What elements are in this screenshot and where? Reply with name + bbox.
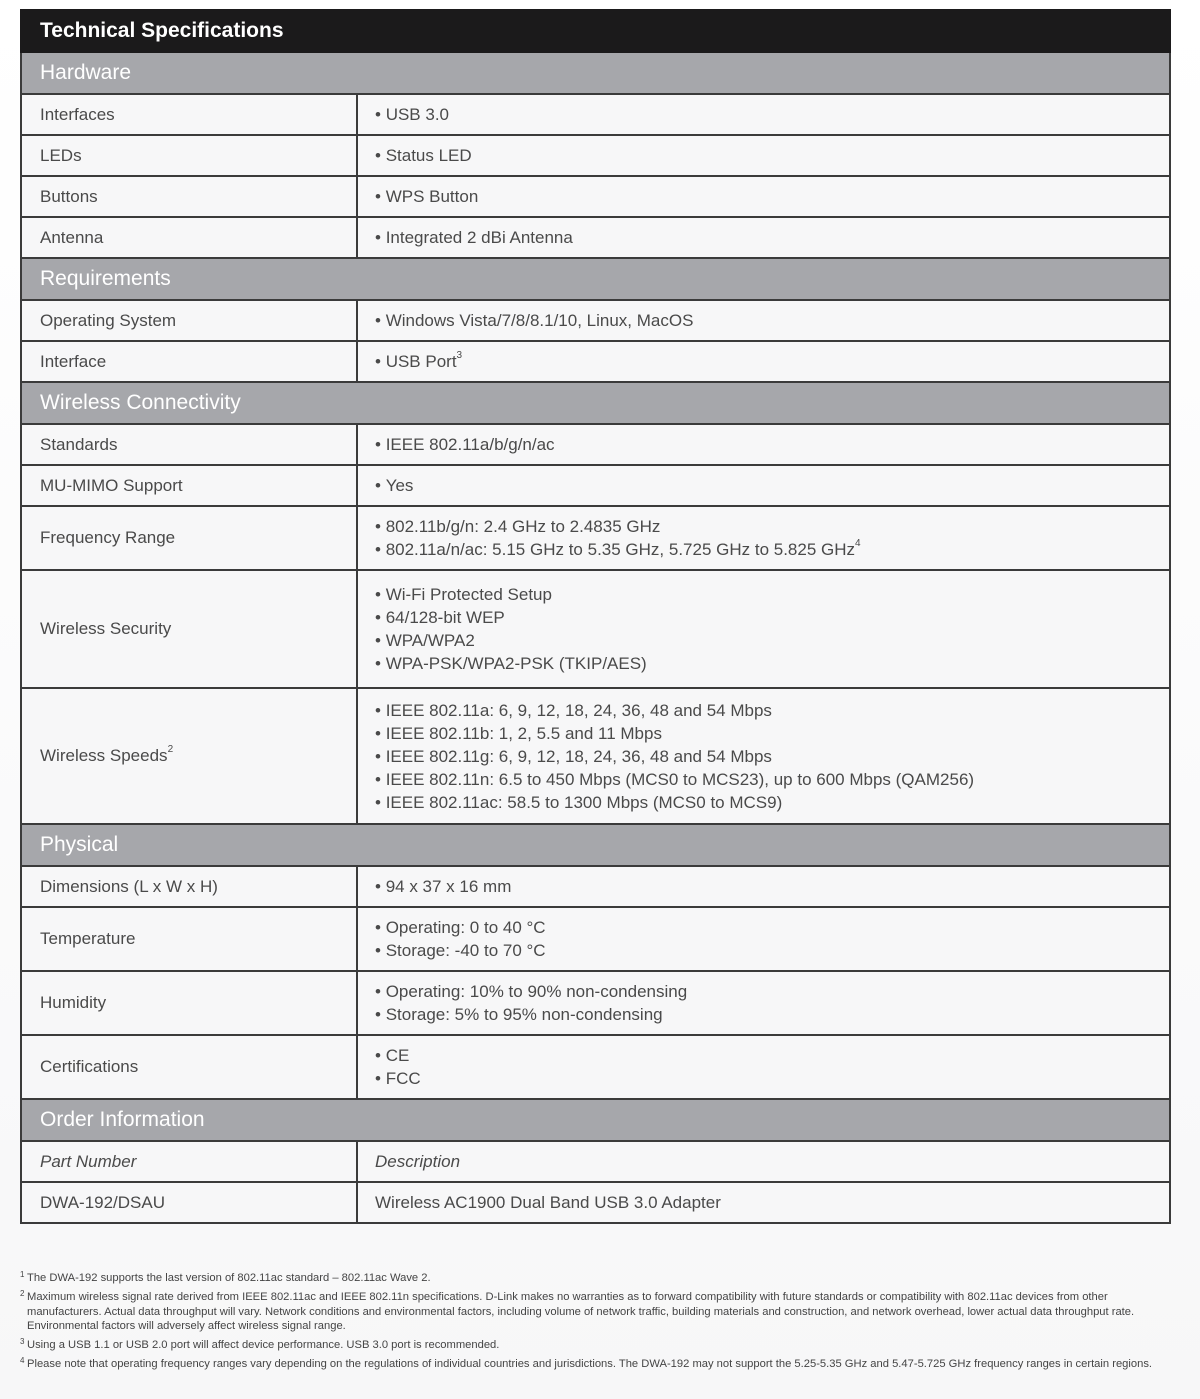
section-row-hardware	[21, 52, 1170, 94]
section-heading-wireless: Wireless Connectivity	[21, 382, 1170, 424]
spec-label-cell	[21, 971, 357, 1035]
spec-label-cell	[21, 217, 357, 258]
order-header-row	[21, 1141, 1170, 1182]
spec-value-text: IEEE 802.11a: 6, 9, 12, 18, 24, 36, 48 and 54 Mbps	[385, 700, 772, 720]
spec-row	[21, 465, 1170, 506]
section-row-wireless	[21, 382, 1170, 424]
section-row-physical	[21, 824, 1170, 866]
footnote	[20, 1290, 1175, 1334]
footnote-text: The DWA-192 supports the last version of 802.11ac standard – 802.11ac Wave 2.	[27, 1272, 431, 1284]
footnote-ref: 4	[855, 538, 861, 550]
spec-value-line	[375, 226, 1169, 249]
spec-label-cell	[21, 506, 357, 570]
spec-value-line	[375, 791, 1169, 814]
spec-value-text: IEEE 802.11a/b/g/n/ac	[385, 435, 555, 454]
footnotes	[20, 1271, 1175, 1376]
spec-value-line	[375, 538, 1169, 561]
footnote-ref: 3	[456, 350, 463, 362]
spec-value-cell	[357, 971, 1170, 1035]
spec-value-line	[375, 916, 1169, 939]
spec-label-cell	[21, 688, 357, 824]
spec-value-text: 802.11b/g/n: 2.4 GHz to 2.4835 GHz	[385, 517, 661, 536]
spec-row	[21, 688, 1170, 824]
spec-value-line	[375, 1044, 1169, 1067]
footnote-number: 1	[20, 1270, 25, 1279]
spec-value-text: CE	[385, 1046, 410, 1065]
spec-value-line	[375, 606, 1169, 629]
section-heading-hardware: Hardware	[21, 52, 1170, 94]
spec-value-text: 64/128-bit WEP	[385, 608, 505, 627]
spec-label: Frequency Range	[40, 528, 176, 547]
spec-value-text: Yes	[385, 476, 414, 495]
spec-value-line	[375, 875, 1169, 898]
spec-value-cell	[357, 300, 1170, 341]
spec-label: Wireless Security	[40, 619, 172, 638]
spec-label-cell	[21, 341, 357, 382]
spec-value-cell	[357, 217, 1170, 258]
spec-value-text: FCC	[385, 1069, 421, 1088]
spec-label: Temperature	[40, 929, 136, 948]
spec-value-text: Windows Vista/7/8/8.1/10, Linux, MacOS	[385, 311, 694, 330]
spec-value-text: Storage: -40 to 70 °C	[385, 941, 546, 960]
spec-row	[21, 506, 1170, 570]
spec-value-line	[375, 583, 1169, 606]
footnote-number: 2	[20, 1288, 25, 1298]
spec-value-cell	[357, 176, 1170, 217]
spec-value-text: IEEE 802.11ac: 58.5 to 1300 Mbps (MCS0 to MCS9)	[385, 792, 783, 812]
spec-value-cell	[357, 688, 1170, 824]
spec-table	[20, 9, 1171, 1224]
order-col-part: Part Number	[21, 1141, 357, 1182]
spec-value-line	[375, 939, 1169, 962]
spec-label: Interface	[40, 351, 107, 371]
spec-value-cell	[357, 506, 1170, 570]
spec-value-line	[375, 745, 1169, 768]
spec-label-cell	[21, 424, 357, 465]
spec-label-cell	[21, 570, 357, 688]
part-number: DWA-192/DSAU	[21, 1182, 357, 1223]
spec-value-line	[375, 309, 1169, 332]
spec-label: LEDs	[40, 145, 82, 165]
spec-value-text: WPS Button	[385, 187, 479, 206]
spec-row	[21, 94, 1170, 135]
spec-value-text: Integrated 2 dBi Antenna	[385, 228, 573, 247]
section-row-requirements	[21, 258, 1170, 300]
spec-value-cell	[357, 465, 1170, 506]
spec-value-line	[375, 103, 1169, 126]
spec-value-cell	[357, 907, 1170, 971]
spec-row	[21, 341, 1170, 382]
footnote-text: Maximum wireless signal rate derived from IEEE 802.11ac and IEEE 802.11n specifications. D-Link makes no warranties as to forward compatibility with future standards or compatibility with 802.11ac devices from other manufacturers. Actual data throughput will vary. Network conditions and environmental factors, including volume of network traffic, building materials and construction, and network overhead, lower actual data throughput rate. Environmental factors will adversely affect wireless signal range.	[27, 1290, 1135, 1333]
spec-value-text: USB Port	[385, 352, 457, 371]
spec-label: Wireless Speeds	[40, 746, 168, 765]
spec-label: Humidity	[40, 993, 107, 1012]
spec-label-cell	[21, 176, 357, 217]
spec-label-cell	[21, 300, 357, 341]
spec-value-cell	[357, 135, 1170, 176]
spec-value-cell	[357, 1035, 1170, 1099]
spec-value-line	[375, 350, 1169, 373]
section-heading-requirements: Requirements	[21, 258, 1170, 300]
spec-label: Interfaces	[40, 104, 115, 124]
spec-value-line	[375, 629, 1169, 652]
spec-value-text: IEEE 802.11b: 1, 2, 5.5 and 11 Mbps	[385, 723, 662, 743]
spec-value-line	[375, 474, 1169, 497]
spec-label-cell	[21, 135, 357, 176]
spec-value-text: Operating: 0 to 40 °C	[385, 918, 546, 937]
spec-row	[21, 217, 1170, 258]
footnote-number: 4	[20, 1355, 25, 1365]
spec-value-cell	[357, 424, 1170, 465]
spec-row	[21, 1035, 1170, 1099]
spec-value-cell	[357, 341, 1170, 382]
footnote	[20, 1338, 1175, 1353]
spec-value-text: 94 x 37 x 16 mm	[385, 877, 512, 896]
title-row	[21, 10, 1170, 52]
order-row	[21, 1182, 1170, 1223]
spec-value-text: Status LED	[385, 146, 472, 165]
footnote-number: 3	[20, 1337, 25, 1347]
spec-row	[21, 570, 1170, 688]
spec-label: Standards	[40, 434, 118, 454]
spec-label-cell	[21, 1035, 357, 1099]
spec-value-line	[375, 980, 1169, 1003]
spec-row	[21, 866, 1170, 907]
spec-value-line	[375, 185, 1169, 208]
spec-label-cell	[21, 866, 357, 907]
spec-value-text: Storage: 5% to 95% non-condensing	[385, 1005, 663, 1024]
page-title: Technical Specifications	[21, 10, 1170, 52]
spec-value-line	[375, 722, 1169, 745]
spec-row	[21, 424, 1170, 465]
footnote	[20, 1357, 1175, 1372]
spec-row	[21, 135, 1170, 176]
spec-value-text: 802.11a/n/ac: 5.15 GHz to 5.35 GHz, 5.725 GHz to 5.825 GHz	[385, 540, 856, 559]
footnote-text: Using a USB 1.1 or USB 2.0 port will affect device performance. USB 3.0 port is recommended.	[27, 1339, 500, 1352]
spec-value-text: IEEE 802.11n: 6.5 to 450 Mbps (MCS0 to MCS23), up to 600 Mbps (QAM256)	[385, 769, 975, 789]
spec-row	[21, 176, 1170, 217]
spec-value-text: WPA-PSK/WPA2-PSK (TKIP/AES)	[385, 654, 647, 673]
spec-value-text: WPA/WPA2	[385, 631, 475, 650]
spec-label: Buttons	[40, 186, 98, 206]
spec-value-cell	[357, 866, 1170, 907]
spec-label-cell	[21, 907, 357, 971]
spec-value-text: IEEE 802.11g: 6, 9, 12, 18, 24, 36, 48 and 54 Mbps	[385, 746, 772, 766]
footnote-text: Please note that operating frequency ranges vary depending on the regulations of individual countries and jurisdictions. The DWA-192 may not support the 5.25-5.35 GHz and 5.47-5.725 GHz frequency ranges in certain regions.	[27, 1357, 1153, 1370]
spec-label-cell	[21, 94, 357, 135]
spec-value-cell	[357, 94, 1170, 135]
spec-value-line	[375, 652, 1169, 675]
spec-value-text: USB 3.0	[385, 105, 449, 124]
footnote	[20, 1271, 1175, 1286]
section-heading-physical: Physical	[21, 824, 1170, 866]
spec-value-line	[375, 768, 1169, 791]
order-col-desc: Description	[357, 1141, 1170, 1182]
section-row-order	[21, 1099, 1170, 1141]
part-description: Wireless AC1900 Dual Band USB 3.0 Adapter	[357, 1182, 1170, 1223]
spec-label: Antenna	[40, 227, 104, 247]
spec-value-cell	[357, 570, 1170, 688]
spec-label: Operating System	[40, 310, 177, 330]
spec-row	[21, 971, 1170, 1035]
spec-value-text: Operating: 10% to 90% non-condensing	[385, 982, 688, 1001]
section-heading-order: Order Information	[21, 1099, 1170, 1141]
spec-value-text: Wi-Fi Protected Setup	[385, 585, 552, 604]
spec-value-line	[375, 1067, 1169, 1090]
spec-value-line	[375, 699, 1169, 722]
footnote-ref: 2	[167, 744, 174, 756]
spec-label-cell	[21, 465, 357, 506]
spec-label: MU-MIMO Support	[40, 475, 183, 495]
spec-label: Dimensions (L x W x H)	[40, 876, 218, 896]
spec-row	[21, 300, 1170, 341]
spec-label: Certifications	[40, 1057, 139, 1076]
spec-value-line	[375, 1003, 1169, 1026]
spec-value-line	[375, 515, 1169, 538]
spec-value-line	[375, 433, 1169, 456]
spec-value-line	[375, 144, 1169, 167]
spec-row	[21, 907, 1170, 971]
